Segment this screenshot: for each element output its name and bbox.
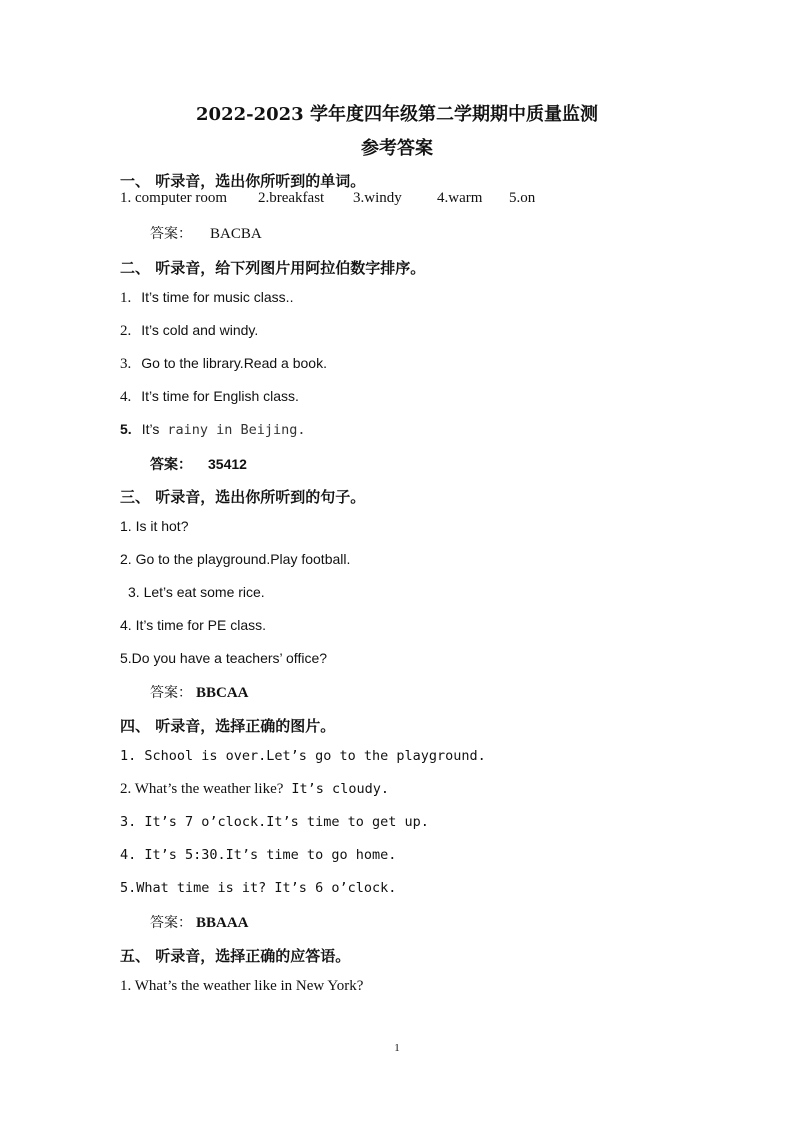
item-text: It’s time for English class.: [141, 388, 299, 404]
list-item: [120, 780, 389, 798]
list-item: 5.What time is it? It’s 6 o’clock.: [120, 880, 397, 896]
list-item: 4. It’s 5:30.It’s time to go home.: [120, 847, 397, 863]
list-item: 1. School is over.Let’s go to the playground.: [120, 748, 486, 764]
section-5-heading: 五、 听录音，选择正确的应答语。: [120, 947, 351, 965]
item-text: It’s time for music class..: [141, 289, 294, 305]
list-item: 1. Is it hot?: [120, 518, 189, 534]
answer-label: 答案：: [150, 685, 192, 701]
answer-label: 答案：: [150, 226, 192, 242]
list-item: 3. It’s 7 o’clock.It’s time to get up.: [120, 814, 429, 830]
word-item: 2.breakfast: [258, 190, 325, 206]
word-item: 1. computer room: [120, 190, 228, 206]
item-number: 2.: [120, 323, 132, 339]
item-text: Go to the library.Read a book.: [141, 355, 327, 371]
list-item: 4. It’s time for PE class.: [120, 617, 267, 633]
list-item: [120, 322, 258, 340]
item-text: It’s cloudy.: [291, 781, 389, 797]
item-number: 1.: [120, 290, 132, 306]
list-item: 1. What’s the weather like in New York?: [120, 978, 364, 994]
item-text: It’s cold and windy.: [141, 322, 259, 338]
answer-value: BACBA: [210, 226, 262, 242]
answer-label: 答案：: [150, 915, 192, 931]
section-1-answer: [150, 223, 262, 243]
answer-value: BBCAA: [196, 685, 249, 701]
answer-value: 35412: [208, 456, 247, 472]
item-text: rainy in Beijing.: [167, 422, 306, 438]
item-number: 4.: [120, 389, 132, 405]
item-number: 5.: [120, 421, 132, 437]
section-2-answer: [150, 454, 247, 474]
document-subtitle: 参考答案: [361, 138, 433, 159]
word-item: 4.warm: [437, 190, 483, 206]
list-item: 5.Do you have a teachers’ office?: [120, 650, 328, 666]
item-text: 2. What’s the weather like?: [120, 781, 284, 797]
item-number: 3.: [120, 356, 132, 372]
list-item: [120, 388, 299, 406]
section-3-answer: [150, 682, 249, 702]
answer-value: BBAAA: [196, 915, 249, 931]
item-text-prefix: It’s: [141, 421, 160, 437]
section-2-heading: 二、 听录音，给下列图片用阿拉伯数字排序。: [120, 259, 426, 277]
list-item: [120, 289, 293, 307]
list-item: 2. Go to the playground.Play football.: [120, 551, 351, 567]
document-title: 2022-2023 学年度四年级第二学期期中质量监测: [196, 104, 598, 125]
answer-label: 答案：: [150, 457, 192, 473]
list-item: [120, 421, 306, 439]
list-item: [120, 355, 327, 373]
word-item: 3.windy: [353, 190, 402, 206]
section-4-heading: 四、 听录音，选择正确的图片。: [120, 717, 336, 735]
section-3-heading: 三、 听录音，选出你所听到的句子。: [120, 488, 366, 506]
word-item: 5.on: [509, 190, 536, 206]
page-number: 1: [394, 1042, 400, 1054]
section-4-answer: [150, 912, 249, 932]
section-1-heading: 一、 听录音，选出你所听到的单词。: [120, 172, 366, 190]
list-item: 3. Let’s eat some rice.: [128, 584, 265, 600]
